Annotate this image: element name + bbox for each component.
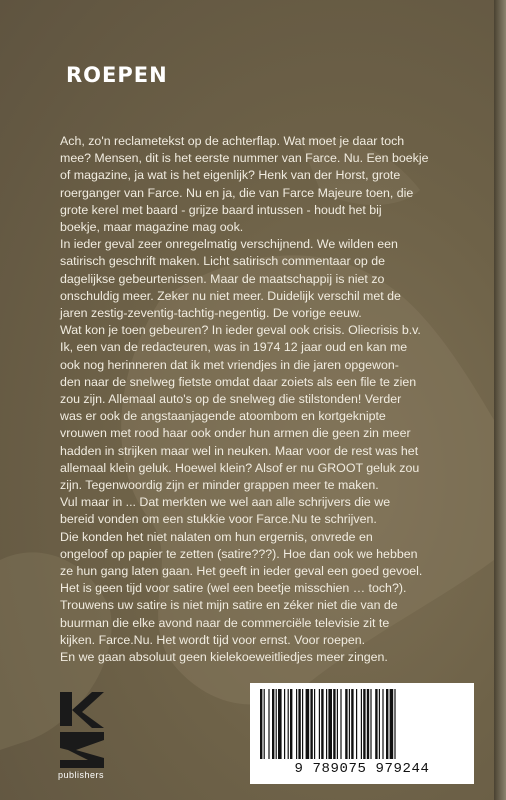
blurb-line: Ik, een van de redacteuren, was in 1974 12 jaar oud en kan me: [60, 340, 408, 355]
barcode-bars: [258, 689, 466, 759]
isbn-barcode: [250, 683, 474, 784]
blurb-line: ook nog herinneren dat ik met vriendjes in die jaren opgewon-: [60, 357, 399, 372]
blurb-line: boekje, maar magazine mag ook.: [60, 220, 244, 235]
blurb-line: Het is geen tijd voor satire (wel een beetje misschien … toch?).: [60, 581, 407, 596]
blurb-line: den naar de snelweg fietste omdat daar zoiets als een file te zien: [60, 374, 417, 389]
blurb-line: dagelijkse gebeurtenissen. Maar de maatschappij is niet zo: [60, 271, 385, 286]
blurb-line: onschuldig meer. Zeker nu niet meer. Duidelijk verschil met de: [60, 288, 401, 303]
blurb-line: In ieder geval zeer onregelmatig verschijnend. We wilden een: [60, 237, 398, 252]
book-edge: [494, 0, 506, 800]
blurb-line: Trouwens uw satire is niet mijn satire en zéker niet die van de: [60, 598, 398, 613]
blurb-line: Wat kon je toen gebeuren? In ieder geval ook crisis. Oliecrisis b.v.: [60, 323, 421, 338]
blurb-line: allemaal klein geluk. Hoewel klein? Alsof er nu GROOT geluk zou: [60, 460, 420, 475]
blurb-line: Die konden het niet nalaten om hun ergernis, onvrede en: [60, 529, 373, 544]
blurb-line: zijn. Tegenwoordig zijn er minder grappen meer te maken.: [60, 478, 379, 493]
blurb-line: jaren zestig-zeventig-tachtig-negentig. De vorige eeuw.: [60, 306, 362, 321]
blurb-line: bereid vonden om een stukkie voor Farce.Nu te schrijven.: [60, 512, 377, 527]
blurb-text: [60, 133, 480, 666]
book-title: ROEPEN: [66, 63, 168, 87]
blurb-line: Ach, zo'n reclametekst op de achterflap. Wat moet je daar toch: [60, 134, 405, 148]
blurb-line: zou zijn. Allemaal auto's op de snelweg die stilstonden! Verder: [60, 392, 402, 407]
blurb-line: En we gaan absoluut geen kielekoeweitliedjes meer zingen.: [60, 650, 388, 665]
blurb-line: ongeloof op papier te zetten (satire???). Hoe dan ook we hebben: [60, 546, 418, 561]
blurb-line: satirisch geschrift maken. Licht satirisch commentaar op de: [60, 254, 386, 269]
blurb-line: Vul maar in ... Dat merkten we wel aan alle schrijvers die we: [60, 495, 391, 510]
blurb-line: vrouwen met rood haar ook onder hun armen die geen zin meer: [60, 426, 411, 441]
blurb-line: was er ook de angstaanjagende atoombom en kortgeknipte: [60, 409, 386, 424]
blurb-line: ze hun gang laten gaan. Het geeft in ieder geval een goed gevoel.: [60, 564, 423, 579]
blurb-line: grote kerel met baard - grijze baard intussen - houdt het bij: [60, 202, 382, 217]
publisher-label: publishers: [58, 770, 105, 780]
blurb-line: mee? Mensen, dit is het eerste nummer van Farce. Nu. Een boekje: [60, 151, 429, 166]
isbn-number: 9 789075 979244: [294, 761, 430, 777]
blurb-line: kijken. Farce.Nu. Het wordt tijd voor ernst. Voor roepen.: [60, 632, 366, 647]
blurb-line: buurman die elke avond naar de commerciële televisie zit te: [60, 615, 390, 630]
blurb-line: of magazine, ja wat is het eigenlijk? Henk van der Horst, grote: [60, 168, 401, 183]
blurb-line: roerganger van Farce. Nu en ja, die van Farce Majeure toen, die: [60, 185, 414, 200]
blurb-line: hadden in strijken maar wel in neuken. Maar voor de rest was het: [60, 443, 419, 458]
